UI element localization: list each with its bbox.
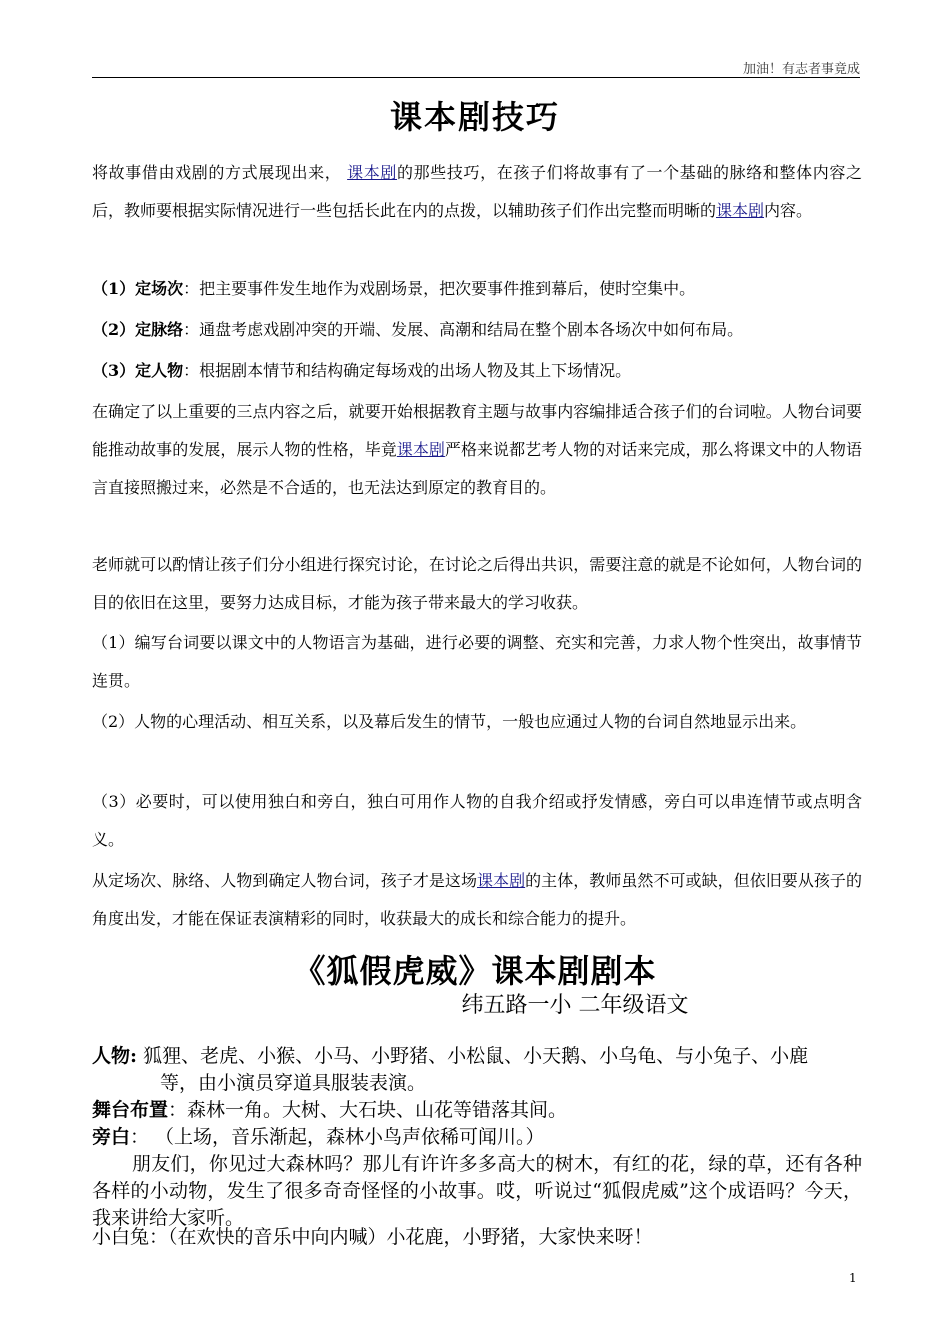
conclusion-link[interactable]: 课本剧 bbox=[477, 871, 526, 890]
discussion-paragraph: 老师就可以酌情让孩子们分小组进行探究讨论，在讨论之后得出共识，需要注意的就是不论如何，人物台词的目的依旧在这里，要努力达成目标，才能为孩子带来最大的学习收获。 bbox=[92, 555, 862, 612]
intro-text-3: 内容。 bbox=[764, 201, 813, 220]
conclusion-text-2: 的主体，教师虽然不可或缺，但依旧要从孩子的角度出发，才能在保证表演精彩的同时，收获最大的成长和综合能力的提升。 bbox=[92, 871, 862, 928]
narration-direction: ： （上场，音乐渐起，森林小鸟声依稀可闻川。） bbox=[130, 1126, 545, 1148]
intro-paragraph bbox=[92, 154, 862, 230]
characters-colon: : bbox=[130, 1045, 138, 1067]
page-number: 1 bbox=[849, 1271, 857, 1285]
dialogue-text-2: 严格来说都艺考人物的对话来完成，那么将课文中的人物语言直接照搬过来，必然是不合适的，也无法达到原定的教育目的。 bbox=[92, 440, 862, 497]
point-3-text: 根据剧本情节和结构确定每场戏的出场人物及其上下场情况。 bbox=[199, 361, 632, 380]
point-2-text: 通盘考虑戏剧冲突的开端、发展、高潮和结局在整个剧本各场次中如何布局。 bbox=[199, 320, 744, 339]
point-1-label: 定场次 bbox=[135, 279, 184, 298]
document-title: 课本剧技巧 bbox=[389, 98, 560, 136]
header-rule bbox=[92, 77, 860, 78]
script-title: 《狐假虎威》课本剧剧本 bbox=[293, 952, 657, 990]
point-3-colon: ： bbox=[183, 361, 200, 380]
intro-text-1: 将故事借由戏剧的方式展现出来， bbox=[92, 163, 342, 182]
narration-label: 旁白 bbox=[92, 1126, 131, 1148]
rabbit-line: 小白兔：（在欢快的音乐中向内喊）小花鹿，小野猪，大家快来呀！ bbox=[92, 1226, 653, 1248]
narration-heading bbox=[92, 1124, 862, 1151]
rule-3: （3）必要时，可以使用独白和旁白，独白可用作人物的自我介绍或抒发情感，旁白可以串连情节或点明含义。 bbox=[92, 792, 862, 849]
narration-text: 朋友们，你见过大森林吗？那儿有许许多多高大的树木，有红的花，绿的草，还有各种各样的小动物，发生了很多奇奇怪怪的小故事。哎，听说过“狐假虎威”这个成语吗？今天，我来讲给大家听。 bbox=[92, 1153, 862, 1229]
point-3-number: （3） bbox=[92, 361, 136, 380]
stage-label: 舞台布置 bbox=[92, 1099, 169, 1121]
page-header bbox=[92, 58, 860, 76]
script-subtitle: 纬五路一小 二年级语文 bbox=[461, 993, 689, 1018]
point-2-label: 定脉络 bbox=[135, 320, 184, 339]
point-1-number: （1） bbox=[92, 279, 136, 298]
dialogue-link[interactable]: 课本剧 bbox=[396, 440, 445, 459]
intro-link-2[interactable]: 课本剧 bbox=[716, 201, 765, 220]
rule-1: （1）编写台词要以课文中的人物语言为基础，进行必要的调整、充实和完善，力求人物个性突出，故事情节连贯。 bbox=[92, 633, 862, 690]
header-motto: 加油！有志者事竟成 bbox=[742, 62, 860, 77]
stage-text: ：森林一角。大树、大石块、山花等错落其间。 bbox=[168, 1099, 568, 1121]
dialogue-paragraph bbox=[92, 393, 862, 507]
point-2 bbox=[92, 311, 862, 349]
conclusion-text-1: 从定场次、脉络、人物到确定人物台词，孩子才是这场 bbox=[92, 871, 477, 890]
point-1 bbox=[92, 270, 862, 308]
conclusion-paragraph bbox=[92, 862, 862, 938]
dialogue-text-1: 在确定了以上重要的三点内容之后，就要开始根据教育主题与故事内容编排适合孩子们的台词啦。人物台词要能推动故事的发展，展示人物的性格，毕竟 bbox=[92, 402, 862, 459]
characters-list: 狐狸、老虎、小猴、小马、小野猪、小松鼠、小天鹅、小乌龟、与小兔子、小鹿 bbox=[137, 1045, 809, 1067]
stage-setting bbox=[92, 1097, 862, 1124]
point-2-colon: ： bbox=[183, 320, 200, 339]
point-1-text: 把主要事件发生地作为戏剧场景，把次要事件推到幕后，使时空集中。 bbox=[199, 279, 696, 298]
intro-text-2: 的那些技巧，在孩子们将故事有了一个基础的脉络和整体内容之后，教师要根据实际情况进行一些包括长此在内的点拨，以辅助孩子们作出完整而明晰的 bbox=[92, 163, 862, 220]
characters-line bbox=[92, 1043, 862, 1070]
characters-line-2: 等，由小演员穿道具服装表演。 bbox=[160, 1072, 427, 1094]
point-3-label: 定人物 bbox=[135, 361, 184, 380]
point-3 bbox=[92, 352, 862, 390]
rule-2: （2）人物的心理活动、相互关系，以及幕后发生的情节，一般也应通过人物的台词自然地显示出来。 bbox=[92, 712, 807, 731]
intro-link-1[interactable]: 课本剧 bbox=[347, 163, 398, 182]
characters-label: 人物 bbox=[92, 1045, 131, 1067]
point-1-colon: ： bbox=[183, 279, 200, 298]
point-2-number: （2） bbox=[92, 320, 136, 339]
